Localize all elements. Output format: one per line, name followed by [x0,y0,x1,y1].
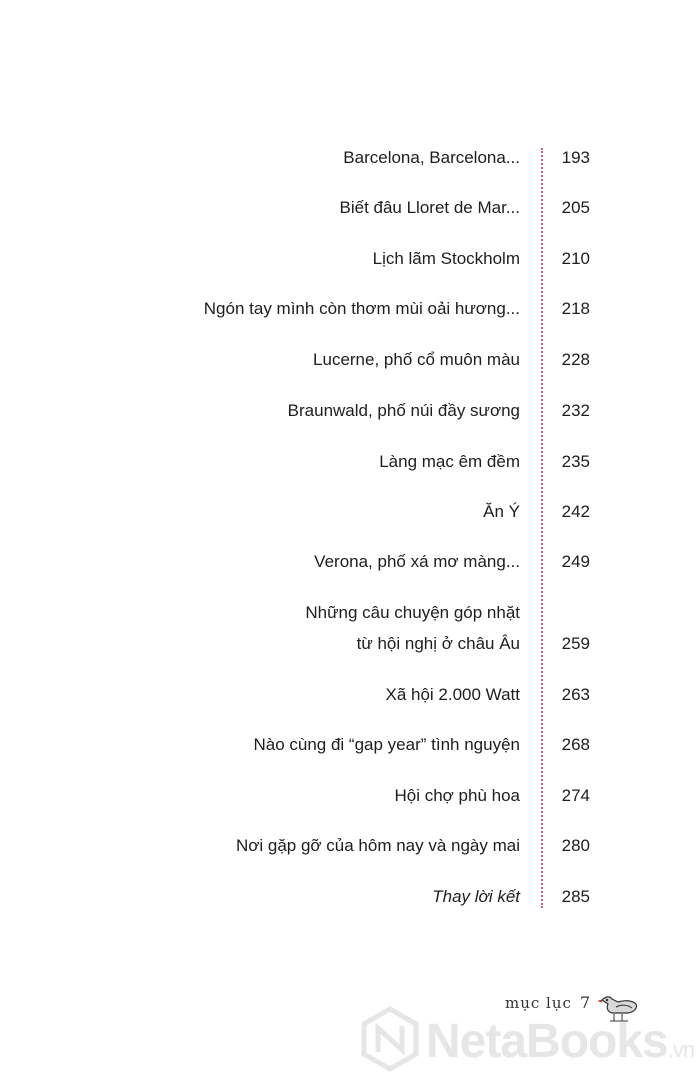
toc-entry-title: Lịch lãm Stockholm [372,249,520,268]
toc-entry-title: Ăn Ý [483,502,520,521]
toc-entry-page: 263 [561,685,590,704]
toc-entry-title: Braunwald, phố núi đầy sương [287,401,520,420]
toc-entry-page: 193 [561,148,590,167]
watermark-suffix: .vn [667,1037,695,1062]
watermark-brand [426,1014,694,1069]
toc-entry-title: Làng mạc êm đềm [379,452,520,471]
toc-entry-page: 280 [561,836,590,855]
toc-entry-page: 218 [561,299,590,318]
toc-entry-page: 228 [561,350,590,369]
toc-entry-title: Nào cùng đi “gap year” tình nguyện [253,735,520,754]
toc-entry-title: Barcelona, Barcelona... [343,148,520,167]
toc-entry-title: Những câu chuyện góp nhặt [305,603,520,622]
toc-entry-page: 242 [561,502,590,521]
toc-entry-title: Lucerne, phố cổ muôn màu [313,350,520,369]
toc-entry-title: từ hội nghị ở châu Âu [356,634,520,653]
netabooks-logo-icon [360,1006,420,1072]
toc-entry-page: 205 [561,198,590,217]
watermark [360,1006,700,1076]
toc-entry-page: 268 [561,735,590,754]
watermark-brand-name: NetaBooks [426,1015,668,1068]
toc-entry-title: Ngón tay mình còn thơm mùi oải hương... [203,299,520,318]
toc-entry-title: Hội chợ phù hoa [394,786,520,805]
toc-entry-title: Xã hội 2.000 Watt [385,685,520,704]
toc-entry-title: Verona, phố xá mơ màng... [314,552,520,571]
toc-entry-page: 274 [561,786,590,805]
toc-entry-page: 249 [561,552,590,571]
toc-entry-title: Thay lời kết [432,887,520,906]
toc-entry-page: 210 [561,249,590,268]
footer-page-number: 7 [580,993,591,1012]
toc-entry-title: Nơi gặp gỡ của hôm nay và ngày mai [235,836,520,855]
toc-entry-page: 232 [561,401,590,420]
toc-entry-page: 259 [561,634,590,653]
toc-entry-page: 235 [561,452,590,471]
footer-section-label: mục lục [505,994,572,1012]
dotted-divider [541,148,543,908]
toc-entry-title: Biết đâu Lloret de Mar... [339,198,520,217]
toc-entry-page: 285 [561,887,590,906]
